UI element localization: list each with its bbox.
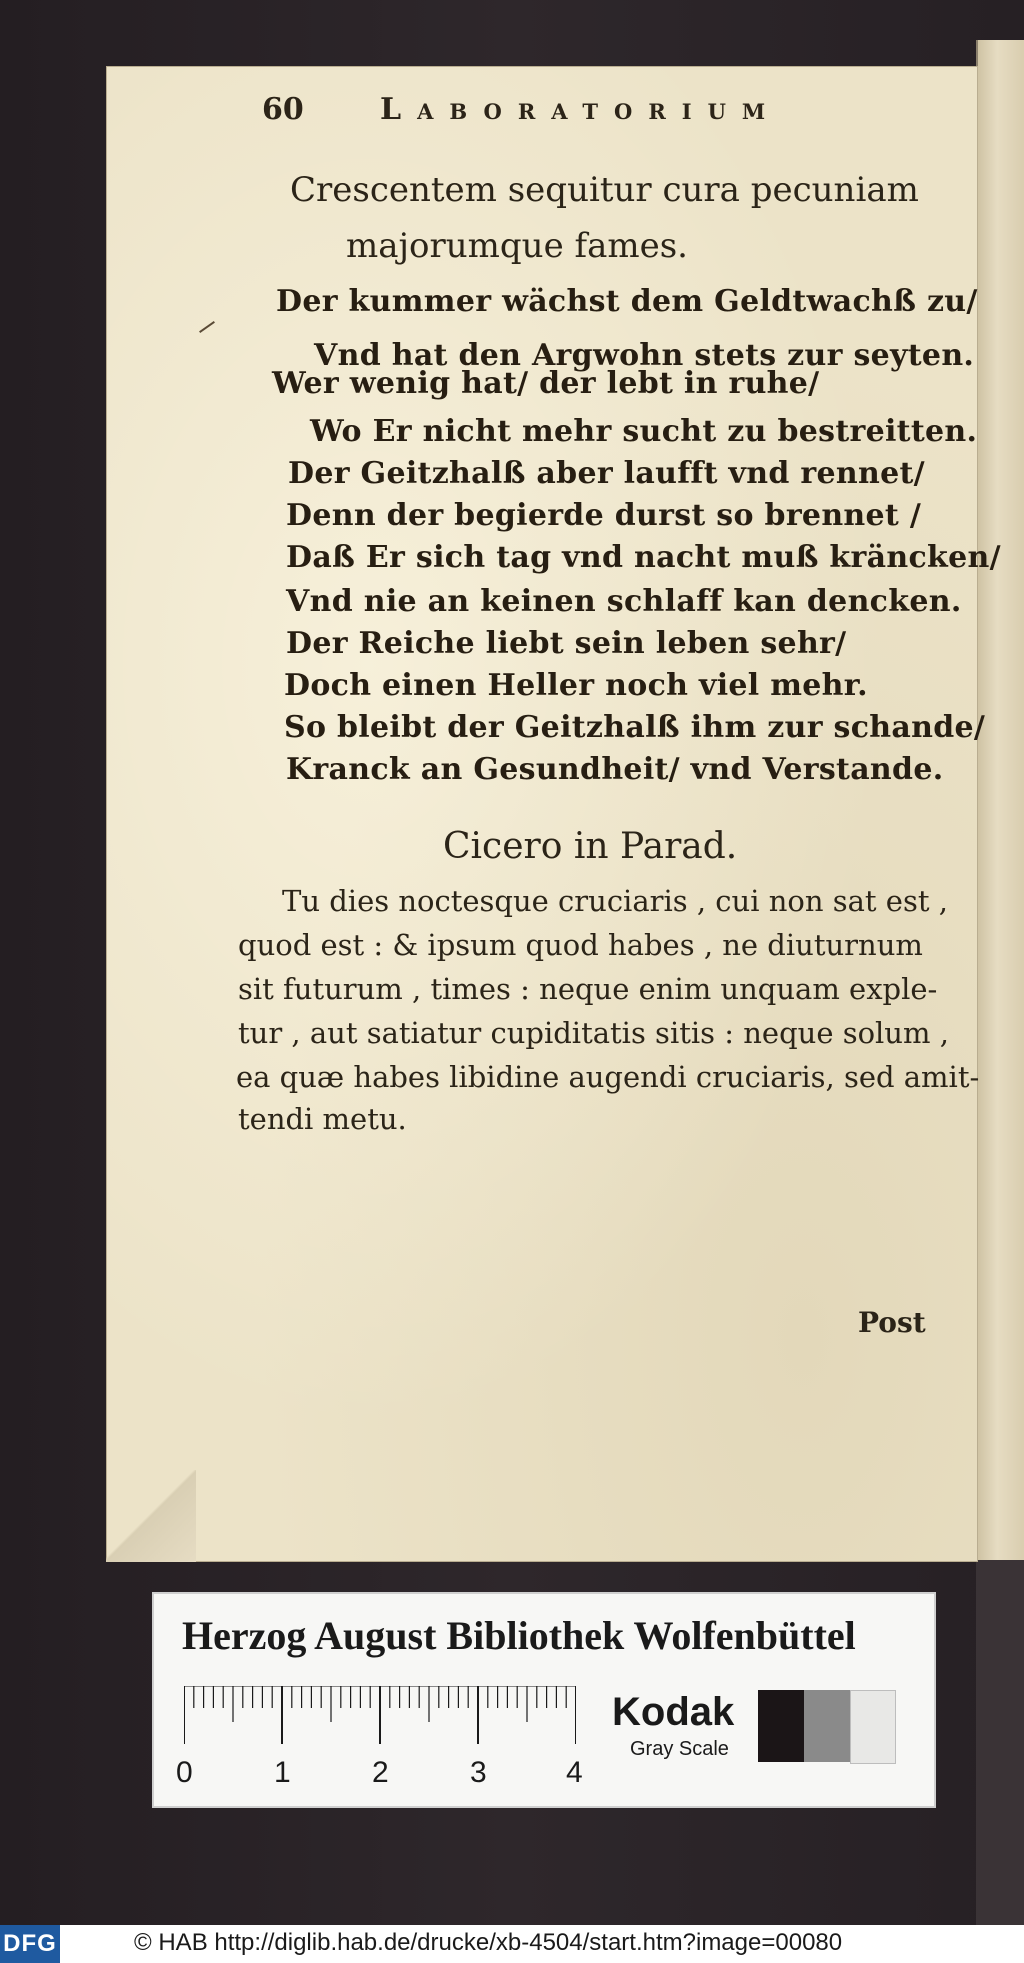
poem-line: Vnd nie an keinen schlaff kan dencken. (286, 584, 962, 619)
poem-line: Daß Er sich tag vnd nacht muß kräncken/ (286, 540, 1001, 575)
poem-line: Kranck an Gesundheit/ vnd Verstande. (286, 752, 944, 787)
poem-line: Der Geitzhalß aber laufft vnd rennet/ (288, 456, 925, 491)
ruler-number: 0 (176, 1756, 193, 1789)
poem-line: Der kummer wächst dem Geldtwachß zu/ (276, 284, 978, 319)
gray-swatch-dark (758, 1690, 804, 1762)
adjacent-page-shadow (976, 1560, 1024, 1925)
ruler-number: 2 (372, 1756, 389, 1789)
running-title: Laboratorium (380, 92, 782, 127)
footer-bar (0, 1925, 1024, 1963)
poem-line: Wer wenig hat/ der lebt in ruhe/ (272, 366, 820, 401)
prose-line: tur , aut satiatur cupiditatis sitis : neque solum , (238, 1016, 949, 1050)
prose-line: quod est : & ipsum quod habes , ne diuturnum (238, 928, 923, 962)
prose-line: sit futurum , times : neque enim unquam exple- (238, 972, 938, 1006)
page-number: 60 (262, 92, 304, 127)
gray-scale-label: Gray Scale (630, 1738, 729, 1760)
gray-swatch-light (850, 1690, 896, 1764)
adjacent-page-edge (976, 40, 1024, 1740)
poem-line: Denn der begierde durst so brennet / (286, 498, 922, 533)
poem-line: Der Reiche liebt sein leben sehr/ (286, 626, 847, 661)
color-calibration-card (152, 1592, 936, 1808)
gray-swatch-mid (804, 1690, 850, 1762)
prose-line: Tu dies noctesque cruciaris , cui non sat est , (282, 884, 948, 918)
latin-verse-line: Crescentem sequitur cura pecuniam (290, 170, 919, 210)
kodak-logo-text: Kodak (612, 1690, 735, 1734)
poem-line: Doch einen Heller noch viel mehr. (284, 668, 868, 703)
ruler-number: 1 (274, 1756, 291, 1789)
page-corner-fold (106, 1470, 196, 1562)
ruler-number: 4 (566, 1756, 583, 1789)
section-heading: Cicero in Parad. (443, 826, 738, 867)
copyright-link[interactable]: © HAB http://diglib.hab.de/drucke/xb-4504/start.htm?image=00080 (134, 1929, 843, 1956)
prose-line: ea quæ habes libidine augendi cruciaris, sed amit- (236, 1060, 980, 1094)
catchword: Post (858, 1306, 926, 1339)
latin-verse-line: majorumque fames. (346, 226, 688, 266)
running-head (262, 92, 842, 136)
prose-line: tendi metu. (238, 1102, 407, 1136)
institution-name: Herzog August Bibliothek Wolfenbüttel (182, 1613, 856, 1658)
ruler-number: 3 (470, 1756, 487, 1789)
poem-line: So bleibt der Geitzhalß ihm zur schande/ (284, 710, 986, 745)
dfg-logo: DFG (0, 1925, 60, 1963)
poem-line: Wo Er nicht mehr sucht zu bestreitten. (310, 414, 978, 449)
poem-line: Vnd hat den Argwohn stets zur seyten. (314, 338, 975, 373)
ruler-scale (184, 1686, 576, 1746)
